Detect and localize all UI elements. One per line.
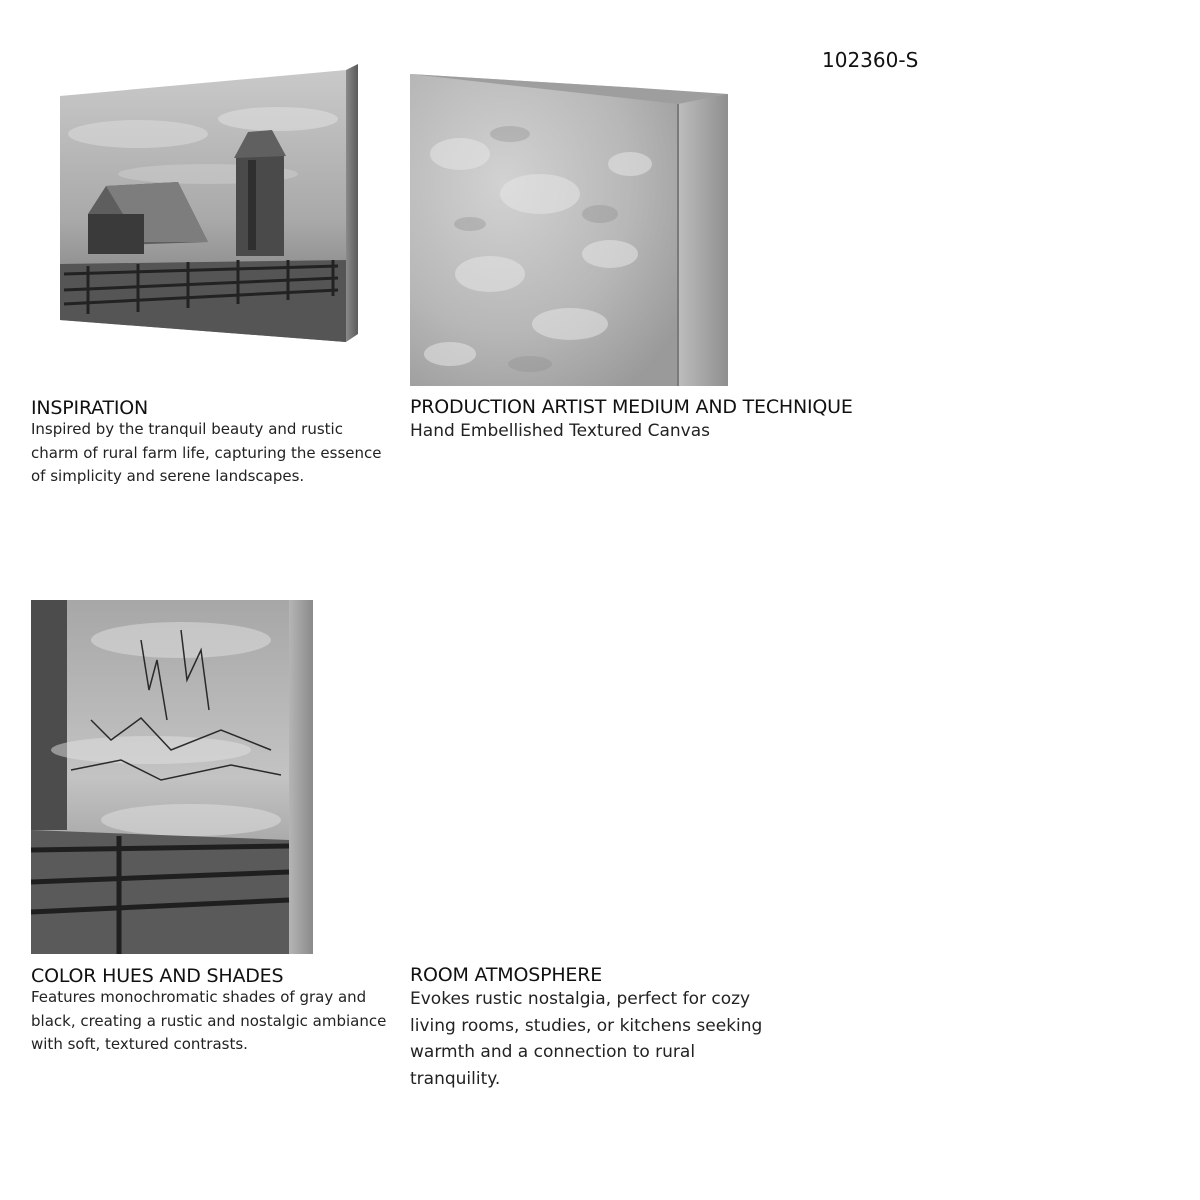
room-atmosphere-heading: ROOM ATMOSPHERE: [410, 964, 603, 986]
barn-painting-illustration: [58, 64, 362, 344]
production-text: Hand Embellished Textured Canvas: [410, 421, 710, 441]
inspiration-text: Inspired by the tranquil beauty and rustic charm of rural farm life, capturing the essence of simplicity and serene landscapes.: [31, 420, 382, 485]
room-atmosphere-text: Evokes rustic nostalgia, perfect for cozy living rooms, studies, or kitchens seeking warmth and a connection to rural tranquility.: [410, 989, 763, 1089]
color-hues-heading: COLOR HUES AND SHADES: [31, 965, 284, 987]
canvas-corner-texture-illustration: [410, 74, 732, 386]
canvas-detail-closeup-image: [31, 600, 313, 954]
product-sku: 102360-S: [822, 48, 919, 72]
production-heading: PRODUCTION ARTIST MEDIUM AND TECHNIQUE: [410, 396, 853, 418]
fence-detail-illustration: [31, 600, 313, 954]
canvas-angled-image: [58, 64, 362, 344]
inspiration-heading: INSPIRATION: [31, 397, 149, 419]
canvas-texture-closeup-image: [410, 74, 732, 386]
color-hues-text: Features monochromatic shades of gray and black, creating a rustic and nostalgic ambiance with soft, textured contrasts.: [31, 988, 387, 1053]
